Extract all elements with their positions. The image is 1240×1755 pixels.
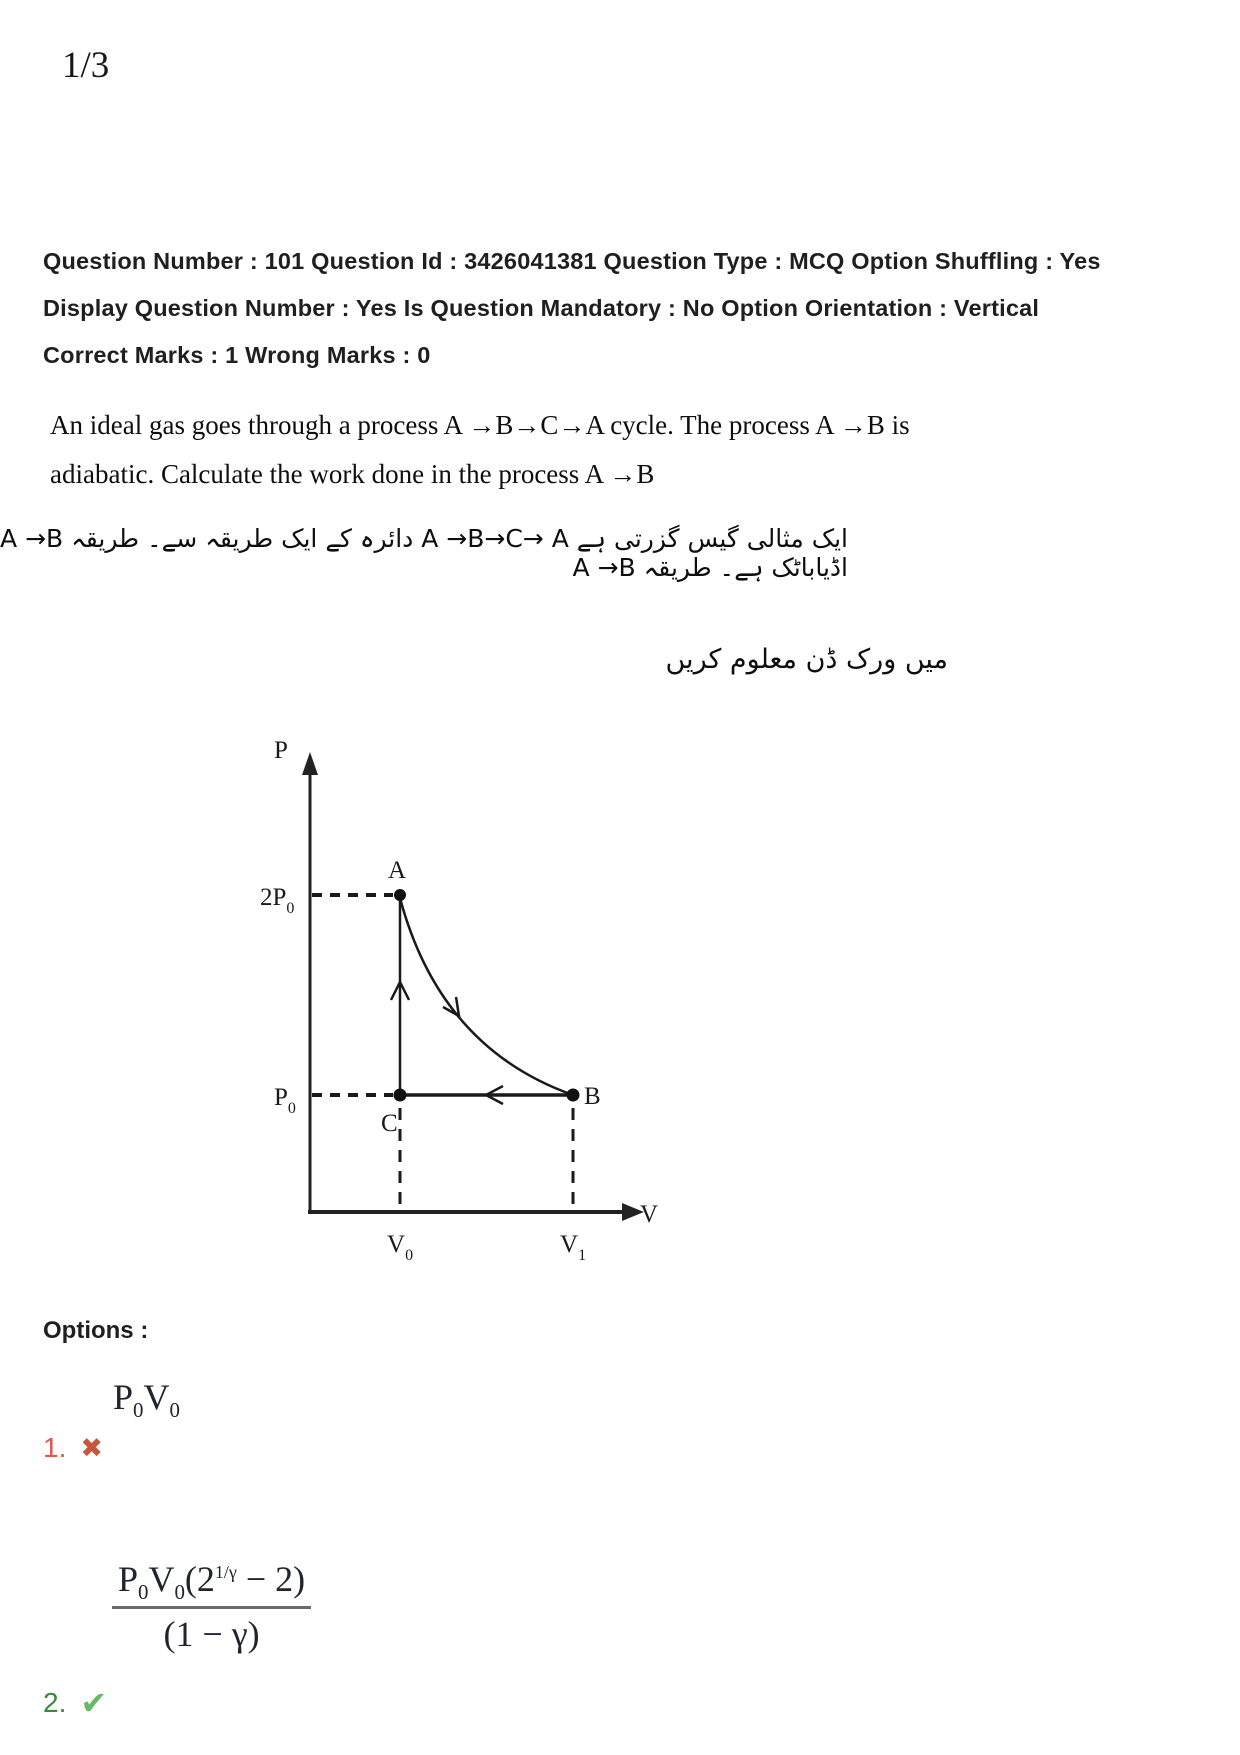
y-tick-p0: $P_0$ xyxy=(274,1084,296,1117)
page-indicator: 1/3 xyxy=(62,45,110,86)
cross-icon: ✖ xyxy=(80,1432,103,1464)
options-heading: Options : xyxy=(43,1317,149,1344)
point-a-dot xyxy=(394,889,406,901)
y-axis-arrow-icon xyxy=(302,752,318,775)
option-2-denominator: (1 − γ) xyxy=(163,1614,260,1654)
x-tick-v0: $V_0$ xyxy=(387,1231,414,1264)
option-1-number: 1. xyxy=(43,1432,67,1463)
option-2-fraction xyxy=(112,1558,311,1655)
point-c-dot xyxy=(394,1089,407,1102)
question-metadata xyxy=(43,238,1213,379)
pv-diagram xyxy=(240,648,680,1273)
question-text-urdu-line-2: میں ورک ڈن معلوم کریں xyxy=(665,644,948,675)
option-2-numerator: $P_0V_0(2^{1/\gamma} - 2)$ xyxy=(112,1558,311,1609)
point-b-dot xyxy=(567,1089,580,1102)
metadata-line-1: Question Number : 101 Question Id : 3426041381 Question Type : MCQ Option Shuffling : Yes xyxy=(43,248,1101,274)
point-a-label: A xyxy=(388,857,407,884)
x-tick-v1: $V_1$ xyxy=(560,1231,587,1264)
y-axis-label: P xyxy=(274,737,288,764)
x-axis-label: V xyxy=(640,1201,659,1228)
y-tick-2p0: $2P_0$ xyxy=(260,884,295,917)
metadata-line-3: Correct Marks : 1 Wrong Marks : 0 xyxy=(43,342,431,368)
question-text-urdu-line-1: ایک مثالی گیس گزرتی ہے A →B→C→ A دائرہ کے ایک طریقہ سے۔ طریقہ A →B اڈیاباٹک ہے۔ طریقہ A →B xyxy=(0,524,848,582)
option-1-formula: $P_0V_0$ xyxy=(113,1377,180,1423)
question-text-english-line-1: An ideal gas goes through a process A →B→C→A cycle. The process A →B is xyxy=(50,410,910,440)
metadata-line-2: Display Question Number : Yes Is Question Mandatory : No Option Orientation : Vertical xyxy=(43,295,1040,321)
point-c-label: C xyxy=(381,1110,398,1137)
option-2-formula xyxy=(112,1558,311,1655)
question-text-english-line-2: adiabatic. Calculate the work done in the process A →B xyxy=(50,459,655,489)
option-1-marker xyxy=(43,1432,103,1464)
point-b-label: B xyxy=(584,1083,601,1110)
option-2-number: 2. xyxy=(43,1687,67,1718)
pv-diagram-svg xyxy=(240,648,680,1273)
process-a-to-b-curve xyxy=(400,898,573,1095)
option-2-marker xyxy=(43,1684,107,1722)
check-icon: ✔ xyxy=(80,1684,108,1722)
